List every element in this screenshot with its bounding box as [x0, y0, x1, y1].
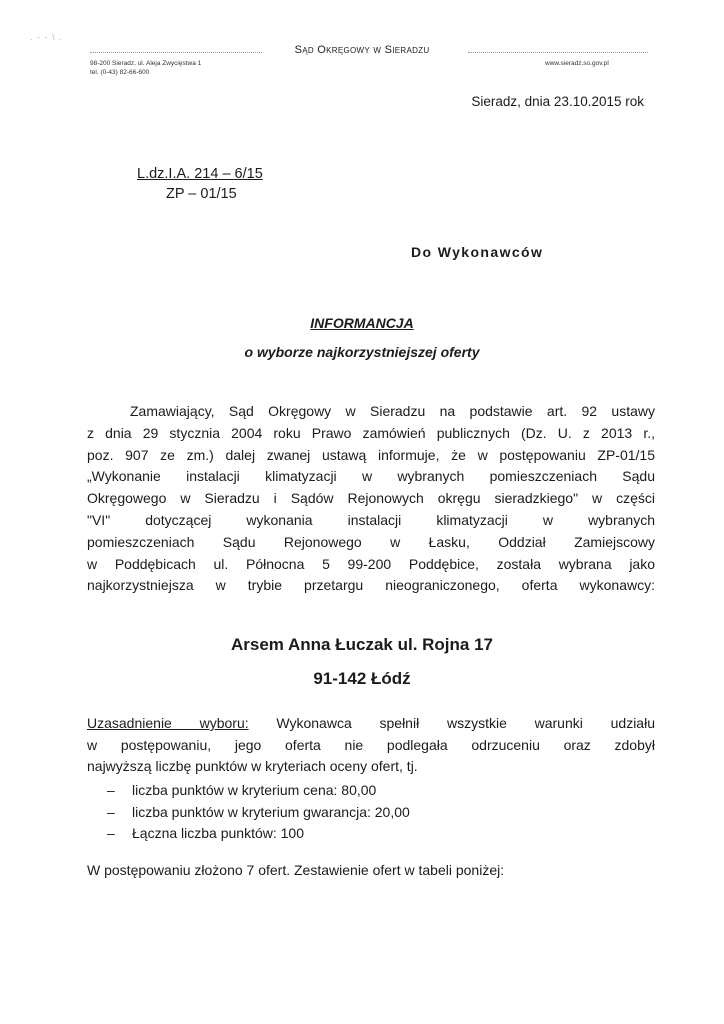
reference-block	[137, 164, 263, 204]
body-line: poz. 907 ze zm.) dalej zwanej ustawą informuje, że w postępowaniu ZP-01/15	[87, 446, 655, 463]
date-line: Sieradz, dnia 23.10.2015 rok	[471, 94, 644, 109]
document-subtitle: o wyborze najkorzystniejszej oferty	[244, 344, 480, 360]
recipient: Do Wykonawców	[411, 244, 544, 260]
bullet-dash-icon: –	[107, 782, 115, 798]
phone-line: tel. (0-43) 82-66-600	[90, 69, 150, 76]
justification	[87, 713, 655, 778]
justification-line: w postępowaniu, jego oferta nie podlegała odrzuceniu oraz zdobył	[87, 736, 655, 753]
justification-line	[87, 713, 655, 735]
body-line: Okręgowego w Sieradzu i Sądów Rejonowych okręgu sieradzkiego" w części	[87, 490, 655, 507]
list-item	[107, 802, 410, 824]
header-rule-left	[90, 52, 262, 53]
document-title: INFORMANCJA	[310, 315, 414, 331]
body-line: "VI" dotyczącej wykonania instalacji klimatyzacji w wybranych	[87, 511, 655, 528]
body-line: pomieszczeniach Sądu Rejonowego w Łasku, Oddział Zamiejscowy	[87, 533, 655, 550]
list-item	[107, 823, 410, 845]
criterion-text: liczba punktów w kryterium cena: 80,00	[132, 782, 377, 798]
address-line: 98-200 Sieradz, ul. Aleja Zwycięstwa 1	[90, 60, 202, 67]
offers-note: W postępowaniu złożono 7 ofert. Zestawienie ofert w tabeli poniżej:	[87, 862, 505, 878]
list-item	[107, 780, 410, 802]
winner-name-address: Arsem Anna Łuczak ul. Rojna 17	[231, 635, 493, 654]
body-line: najkorzystniejsza w trybie przetargu nieograniczonego, oferta wykonawcy:	[87, 577, 655, 594]
court-website: www.sieradz.so.gov.pl	[545, 60, 609, 67]
court-name-text: Sąd Okręgowy w Sieradzu	[294, 44, 430, 56]
case-number: ZP – 01/15	[166, 186, 237, 202]
justification-line: najwyższą liczbę punktów w kryteriach oceny ofert, tj.	[87, 758, 418, 774]
bullet-dash-icon: –	[107, 803, 115, 820]
court-name	[0, 44, 724, 56]
winner-block	[0, 628, 724, 696]
justification-label: Uzasadnienie wyboru:	[87, 715, 249, 731]
bullet-dash-icon: –	[107, 825, 115, 841]
winner-city: 91-142 Łódź	[313, 669, 411, 688]
justification-text: Wykonawca spełnił wszystkie warunki udziału	[248, 715, 655, 731]
body-line: „Wykonanie instalacji klimatyzacji w wybranych pomieszczeniach Sądu	[87, 468, 655, 485]
court-address	[90, 59, 201, 77]
body-line: w Poddębicach ul. Północna 5 99-200 Poddębice, została wybrana jako	[87, 555, 655, 572]
body-paragraph	[87, 401, 655, 597]
scan-mark: . - - \ .	[30, 32, 63, 42]
body-line: z dnia 29 stycznia 2004 roku Prawo zamówień publicznych (Dz. U. z 2013 r.,	[87, 424, 655, 441]
criterion-text: Łączna liczba punktów: 100	[132, 825, 304, 841]
criterion-text: liczba punktów w kryterium gwarancja: 20,00	[132, 803, 410, 820]
criteria-list	[107, 780, 410, 845]
reference-number: L.dz.I.A. 214 – 6/15	[137, 166, 263, 182]
header-rule-right	[468, 52, 648, 53]
body-line: Zamawiający, Sąd Okręgowy w Sieradzu na podstawie art. 92 ustawy	[130, 403, 655, 419]
